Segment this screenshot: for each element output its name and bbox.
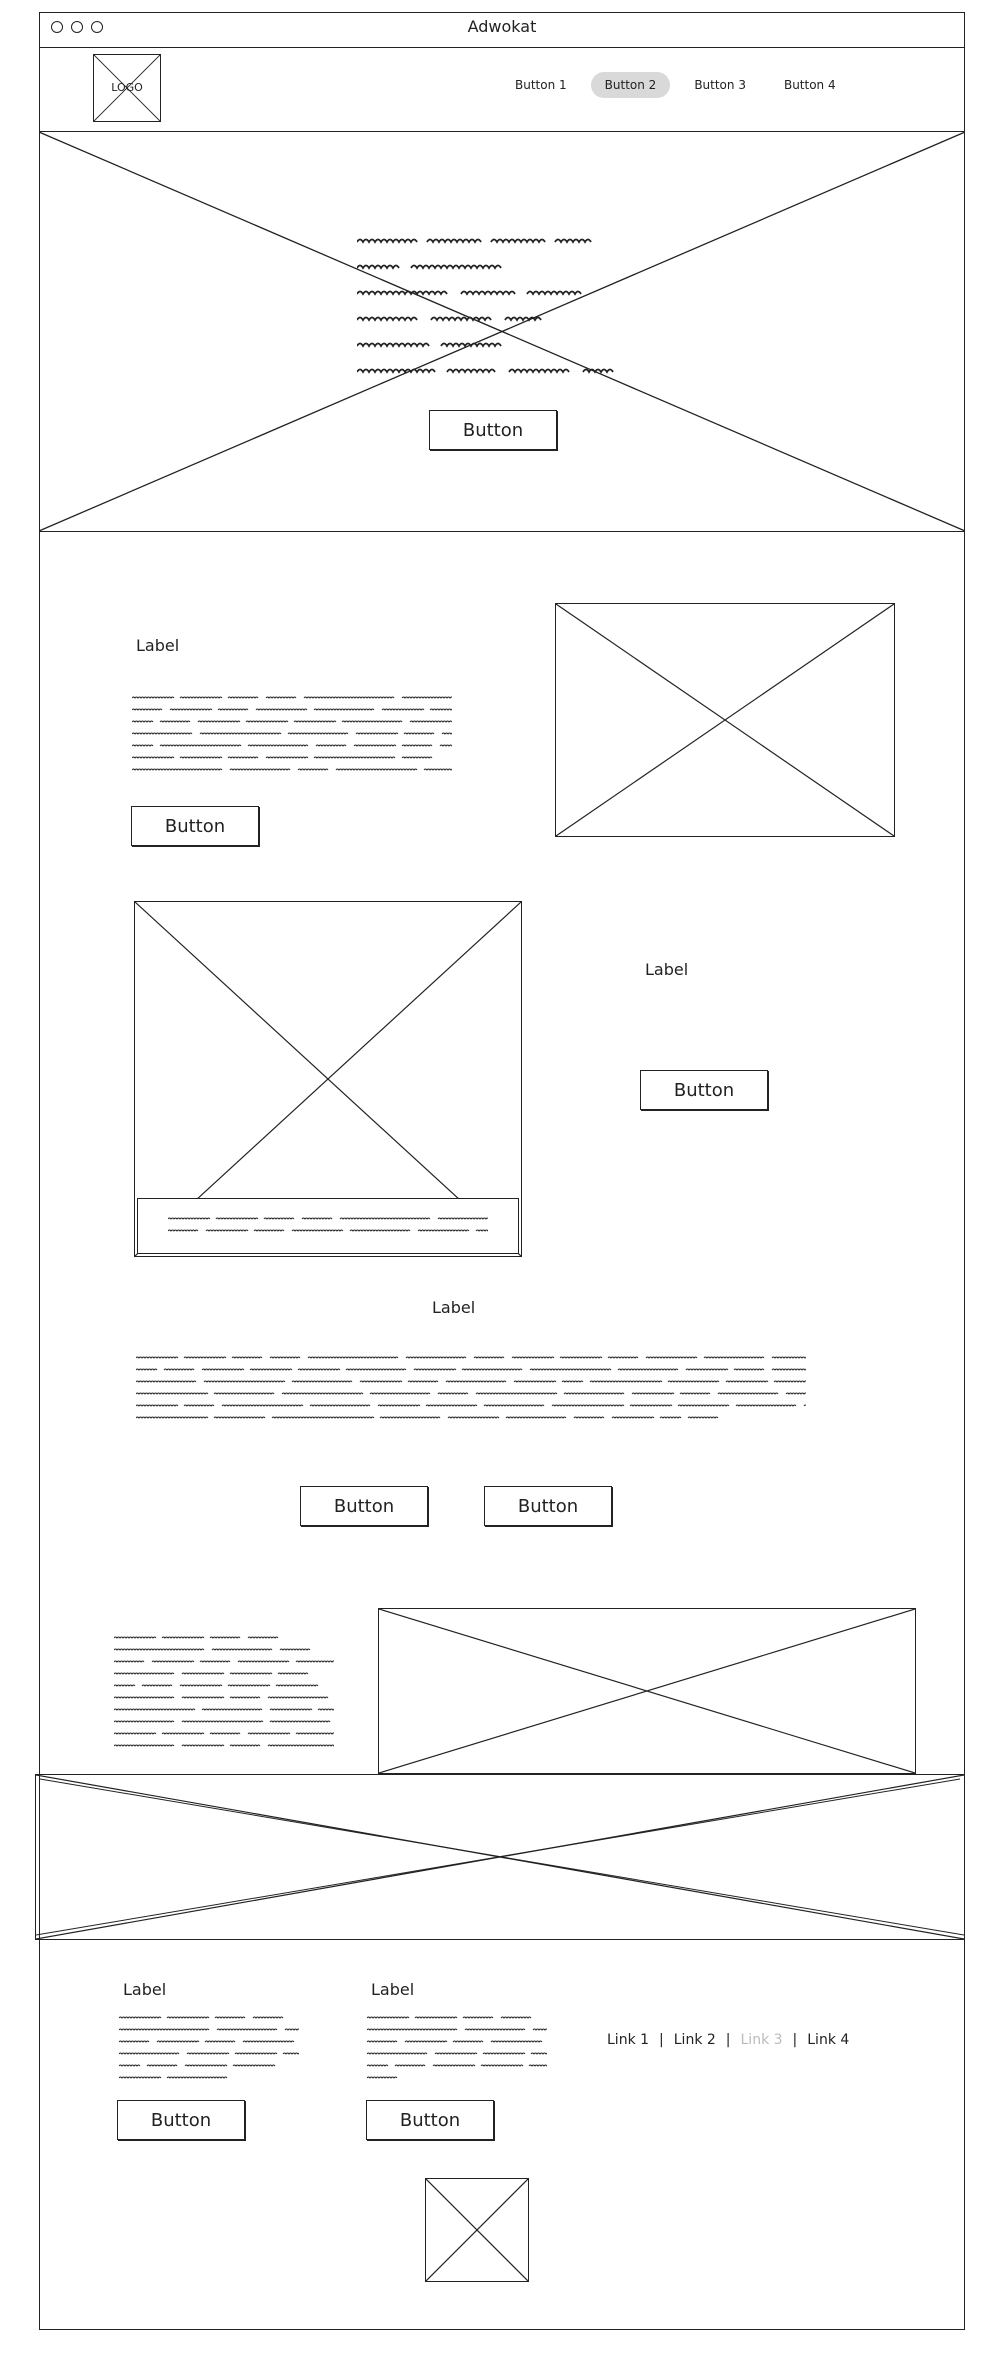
placeholder-text-squiggle — [292, 1381, 352, 1382]
placeholder-text-squiggle — [414, 1369, 456, 1370]
placeholder-text-squiggle — [184, 1357, 226, 1358]
placeholder-text-squiggle — [285, 2029, 299, 2030]
placeholder-text-squiggle — [356, 733, 398, 734]
placeholder-text-squiggle — [282, 1393, 363, 1394]
placeholder-text-squiggle — [491, 240, 545, 243]
placeholder-text-squiggle — [272, 1417, 374, 1418]
image-placeholder-icon — [556, 604, 894, 836]
placeholder-text-squiggle — [210, 1733, 240, 1734]
placeholder-text-squiggle — [280, 1649, 310, 1650]
placeholder-text-squiggle — [206, 1230, 248, 1231]
placeholder-text-squiggle — [230, 1673, 272, 1674]
placeholder-text-squiggle — [119, 2041, 149, 2042]
footer-link-1[interactable]: Link 1 — [607, 2032, 650, 2048]
placeholder-text-squiggle — [427, 240, 481, 243]
hero-section — [39, 132, 965, 532]
placeholder-text-squiggle — [465, 2029, 525, 2030]
placeholder-text-squiggle — [453, 2041, 483, 2042]
placeholder-text-squiggle — [438, 1218, 488, 1219]
placeholder-text-squiggle — [382, 709, 424, 710]
placeholder-text-squiggle — [668, 1381, 719, 1382]
placeholder-text-squiggle — [342, 721, 402, 722]
placeholder-text-squiggle — [476, 1393, 557, 1394]
placeholder-text-squiggle — [357, 292, 447, 295]
placeholder-text-squiggle — [410, 721, 452, 722]
banner-placeholder-icon — [36, 1775, 964, 1939]
placeholder-text-squiggle — [204, 1381, 285, 1382]
placeholder-text-squiggle — [680, 1393, 710, 1394]
placeholder-text-squiggle — [302, 1218, 332, 1219]
placeholder-text-squiggle — [336, 769, 417, 770]
site-footer — [39, 1940, 965, 2330]
placeholder-text-squiggle — [431, 318, 491, 321]
placeholder-text-squiggle — [170, 709, 212, 710]
placeholder-text-squiggle — [119, 2053, 179, 2054]
placeholder-text-squiggle — [136, 1369, 157, 1370]
placeholder-text-squiggle — [228, 1685, 270, 1686]
placeholder-text-squiggle — [527, 292, 581, 295]
placeholder-text-squiggle — [378, 1405, 420, 1406]
placeholder-text-squiggle — [736, 1405, 796, 1406]
placeholder-text-squiggle — [288, 733, 348, 734]
placeholder-text-squiggle — [298, 1369, 340, 1370]
placeholder-text-squiggle — [424, 769, 452, 770]
site-header — [39, 48, 965, 132]
placeholder-text-squiggle — [612, 1417, 654, 1418]
placeholder-text-squiggle — [233, 2065, 275, 2066]
placeholder-text-squiggle — [772, 1357, 806, 1358]
image-placeholder-icon — [379, 1609, 915, 1773]
placeholder-text-squiggle — [198, 721, 240, 722]
link-separator: | — [725, 2032, 731, 2048]
placeholder-text-squiggle — [560, 1357, 602, 1358]
section4-paragraph-scribble — [114, 1632, 334, 1758]
placeholder-text-squiggle — [266, 697, 296, 698]
footer-col2-scribble — [367, 2012, 547, 2092]
placeholder-text-squiggle — [583, 370, 613, 373]
placeholder-text-squiggle — [514, 1381, 556, 1382]
placeholder-text-squiggle — [402, 697, 452, 698]
placeholder-text-squiggle — [505, 318, 541, 321]
placeholder-text-squiggle — [314, 709, 374, 710]
placeholder-text-squiggle — [734, 1369, 764, 1370]
placeholder-text-squiggle — [268, 1745, 334, 1746]
placeholder-text-squiggle — [132, 721, 153, 722]
placeholder-text-squiggle — [270, 1721, 330, 1722]
placeholder-text-squiggle — [168, 1218, 210, 1219]
placeholder-text-squiggle — [230, 1745, 260, 1746]
placeholder-text-squiggle — [367, 2041, 397, 2042]
placeholder-text-squiggle — [232, 1357, 262, 1358]
placeholder-text-squiggle — [180, 697, 222, 698]
placeholder-text-squiggle — [314, 757, 395, 758]
placeholder-text-squiggle — [430, 709, 452, 710]
placeholder-text-squiggle — [235, 2053, 277, 2054]
placeholder-text-squiggle — [772, 1369, 806, 1370]
placeholder-text-squiggle — [354, 745, 396, 746]
placeholder-text-squiggle — [147, 2065, 177, 2066]
placeholder-text-squiggle — [114, 1649, 204, 1650]
placeholder-text-squiggle — [162, 1637, 204, 1638]
placeholder-text-squiggle — [246, 721, 288, 722]
placeholder-text-squiggle — [483, 2053, 525, 2054]
placeholder-text-squiggle — [370, 1393, 430, 1394]
placeholder-text-squiggle — [350, 1230, 410, 1231]
placeholder-text-squiggle — [318, 1709, 334, 1710]
placeholder-text-squiggle — [433, 2065, 475, 2066]
placeholder-text-squiggle — [164, 1369, 194, 1370]
section1-image-placeholder — [555, 603, 895, 837]
placeholder-text-squiggle — [114, 1661, 144, 1662]
placeholder-text-squiggle — [590, 1381, 662, 1382]
placeholder-text-squiggle — [238, 1661, 289, 1662]
placeholder-text-squiggle — [411, 266, 501, 269]
section3-button-2[interactable]: Button — [484, 1486, 612, 1526]
placeholder-text-squiggle — [440, 745, 452, 746]
placeholder-text-squiggle — [474, 1357, 504, 1358]
placeholder-text-squiggle — [512, 1357, 554, 1358]
placeholder-text-squiggle — [180, 1685, 222, 1686]
placeholder-text-squiggle — [142, 1685, 172, 1686]
link-separator: | — [792, 2032, 798, 2048]
placeholder-text-squiggle — [250, 1369, 292, 1370]
section3-button-1[interactable]: Button — [300, 1486, 428, 1526]
placeholder-text-squiggle — [357, 370, 435, 373]
placeholder-text-squiggle — [774, 1381, 806, 1382]
footer-col2-label: Label — [371, 1980, 415, 1999]
placeholder-text-squiggle — [253, 2017, 283, 2018]
placeholder-text-squiggle — [686, 1369, 728, 1370]
placeholder-text-squiggle — [136, 1417, 208, 1418]
section1-paragraph-scribble — [132, 692, 452, 782]
placeholder-text-squiggle — [230, 769, 290, 770]
placeholder-text-squiggle — [210, 1637, 240, 1638]
footer-col2-button[interactable]: Button — [366, 2100, 494, 2140]
section2-button[interactable]: Button — [640, 1070, 768, 1110]
placeholder-text-squiggle — [531, 2053, 547, 2054]
placeholder-text-squiggle — [114, 1685, 135, 1686]
placeholder-text-squiggle — [574, 1417, 604, 1418]
placeholder-text-squiggle — [266, 757, 308, 758]
placeholder-text-squiggle — [481, 2065, 523, 2066]
placeholder-text-squiggle — [357, 266, 399, 269]
placeholder-text-squiggle — [415, 2017, 457, 2018]
placeholder-text-squiggle — [248, 1733, 290, 1734]
placeholder-text-squiggle — [441, 344, 501, 347]
placeholder-text-squiggle — [491, 2041, 542, 2042]
placeholder-text-squiggle — [608, 1357, 638, 1358]
placeholder-text-squiggle — [114, 1697, 174, 1698]
placeholder-text-squiggle — [182, 1721, 263, 1722]
placeholder-text-squiggle — [182, 1697, 224, 1698]
placeholder-text-squiggle — [418, 1230, 469, 1231]
footer-col1-button[interactable]: Button — [117, 2100, 245, 2140]
placeholder-text-squiggle — [395, 2065, 425, 2066]
placeholder-text-squiggle — [718, 1393, 778, 1394]
placeholder-text-squiggle — [357, 344, 429, 347]
placeholder-text-squiggle — [304, 697, 394, 698]
footer-col1-scribble — [119, 2012, 299, 2092]
placeholder-text-squiggle — [283, 2053, 299, 2054]
placeholder-text-squiggle — [646, 1357, 697, 1358]
placeholder-text-squiggle — [630, 1405, 672, 1406]
placeholder-text-squiggle — [726, 1381, 768, 1382]
placeholder-text-squiggle — [184, 1405, 214, 1406]
placeholder-text-squiggle — [688, 1417, 718, 1418]
placeholder-text-squiggle — [228, 757, 258, 758]
placeholder-text-squiggle — [402, 745, 432, 746]
image-caption-box — [137, 1198, 519, 1254]
placeholder-text-squiggle — [132, 733, 192, 734]
footer-link-4[interactable]: Link 4 — [807, 2032, 850, 2048]
main-nav — [501, 68, 861, 102]
section2-label: Label — [645, 960, 689, 979]
section3-label: Label — [432, 1298, 476, 1317]
link-separator: | — [659, 2032, 664, 2048]
placeholder-text-squiggle — [248, 1637, 278, 1638]
caption-scribble — [168, 1213, 488, 1243]
logo-text: LOGO — [111, 81, 143, 94]
placeholder-text-squiggle — [132, 745, 153, 746]
placeholder-text-squiggle — [704, 1357, 764, 1358]
placeholder-text-squiggle — [310, 1405, 370, 1406]
placeholder-text-squiggle — [316, 745, 346, 746]
placeholder-text-squiggle — [270, 1709, 312, 1710]
placeholder-text-squiggle — [228, 697, 258, 698]
placeholder-text-squiggle — [114, 1637, 156, 1638]
hero-button[interactable]: Button — [429, 410, 557, 450]
placeholder-text-squiggle — [360, 1381, 402, 1382]
window-title: Adwokat — [467, 17, 537, 36]
section4-image-placeholder — [378, 1608, 916, 1774]
placeholder-text-squiggle — [114, 1745, 174, 1746]
placeholder-text-squiggle — [380, 1417, 440, 1418]
placeholder-text-squiggle — [462, 1369, 522, 1370]
placeholder-text-squiggle — [132, 697, 174, 698]
placeholder-text-squiggle — [404, 733, 434, 734]
placeholder-text-squiggle — [114, 1673, 174, 1674]
placeholder-text-squiggle — [167, 2077, 227, 2078]
hero-text-scribble — [357, 228, 621, 378]
section1-button[interactable]: Button — [131, 806, 259, 846]
placeholder-text-squiggle — [367, 2029, 457, 2030]
placeholder-text-squiggle — [157, 2041, 199, 2042]
placeholder-text-squiggle — [564, 1393, 624, 1394]
placeholder-text-squiggle — [501, 2017, 531, 2018]
section1-label: Label — [136, 636, 180, 655]
placeholder-text-squiggle — [552, 1405, 624, 1406]
placeholder-text-squiggle — [367, 2077, 397, 2078]
placeholder-text-squiggle — [632, 1393, 674, 1394]
placeholder-text-squiggle — [435, 2053, 477, 2054]
placeholder-text-squiggle — [182, 1745, 224, 1746]
placeholder-text-squiggle — [294, 721, 336, 722]
placeholder-text-squiggle — [248, 745, 308, 746]
placeholder-text-squiggle — [167, 2017, 209, 2018]
placeholder-text-squiggle — [214, 1393, 274, 1394]
placeholder-text-squiggle — [530, 1369, 611, 1370]
placeholder-text-squiggle — [136, 1405, 178, 1406]
placeholder-text-squiggle — [678, 1405, 729, 1406]
placeholder-text-squiggle — [216, 1218, 258, 1219]
placeholder-text-squiggle — [346, 1369, 406, 1370]
placeholder-text-squiggle — [222, 1405, 303, 1406]
placeholder-text-squiggle — [132, 769, 222, 770]
placeholder-text-squiggle — [215, 2017, 245, 2018]
placeholder-text-squiggle — [426, 1405, 477, 1406]
placeholder-text-squiggle — [555, 240, 591, 243]
placeholder-text-squiggle — [152, 1661, 194, 1662]
logo[interactable] — [93, 54, 161, 122]
placeholder-text-squiggle — [114, 1709, 195, 1710]
placeholder-text-squiggle — [162, 1733, 204, 1734]
placeholder-text-squiggle — [438, 1393, 468, 1394]
placeholder-text-squiggle — [205, 2041, 235, 2042]
placeholder-text-squiggle — [200, 1661, 230, 1662]
placeholder-text-squiggle — [276, 1685, 318, 1686]
placeholder-text-squiggle — [408, 1381, 438, 1382]
placeholder-text-squiggle — [298, 769, 328, 770]
placeholder-text-squiggle — [132, 757, 174, 758]
placeholder-text-squiggle — [476, 1230, 488, 1231]
placeholder-text-squiggle — [447, 370, 495, 373]
placeholder-text-squiggle — [292, 1230, 343, 1231]
placeholder-text-squiggle — [406, 1357, 466, 1358]
placeholder-text-squiggle — [254, 1230, 284, 1231]
placeholder-text-squiggle — [230, 1697, 260, 1698]
placeholder-text-squiggle — [119, 2077, 161, 2078]
placeholder-text-squiggle — [446, 1381, 506, 1382]
placeholder-text-squiggle — [218, 709, 248, 710]
footer-links — [607, 2032, 849, 2048]
placeholder-text-squiggle — [187, 2053, 229, 2054]
footer-col1-label: Label — [123, 1980, 167, 1999]
placeholder-text-squiggle — [484, 1405, 544, 1406]
placeholder-text-squiggle — [367, 2053, 427, 2054]
placeholder-text-squiggle — [804, 1405, 806, 1406]
placeholder-text-squiggle — [132, 709, 162, 710]
placeholder-text-squiggle — [182, 1673, 224, 1674]
placeholder-text-squiggle — [405, 2041, 447, 2042]
image-placeholder-icon — [426, 2179, 528, 2281]
placeholder-text-squiggle — [786, 1393, 806, 1394]
placeholder-text-squiggle — [114, 1721, 174, 1722]
placeholder-text-squiggle — [660, 1417, 681, 1418]
placeholder-text-squiggle — [268, 1697, 328, 1698]
placeholder-text-squiggle — [367, 2065, 388, 2066]
placeholder-text-squiggle — [136, 1381, 196, 1382]
placeholder-text-squiggle — [533, 2029, 547, 2030]
placeholder-text-squiggle — [448, 1417, 499, 1418]
footer-logo-placeholder — [425, 2178, 529, 2282]
placeholder-text-squiggle — [243, 2041, 294, 2042]
placeholder-text-squiggle — [168, 1230, 198, 1231]
section2-image-placeholder — [134, 901, 522, 1257]
placeholder-text-squiggle — [562, 1381, 583, 1382]
placeholder-text-squiggle — [202, 1709, 262, 1710]
placeholder-text-squiggle — [200, 733, 281, 734]
placeholder-text-squiggle — [212, 1649, 272, 1650]
nav-button-1[interactable]: Button 1 — [515, 78, 567, 92]
placeholder-text-squiggle — [402, 757, 432, 758]
placeholder-text-squiggle — [529, 2065, 547, 2066]
placeholder-text-squiggle — [463, 2017, 493, 2018]
placeholder-text-squiggle — [442, 733, 452, 734]
window-titlebar — [39, 12, 965, 48]
placeholder-text-squiggle — [185, 2065, 227, 2066]
placeholder-text-squiggle — [357, 240, 417, 243]
placeholder-text-squiggle — [136, 1393, 208, 1394]
placeholder-text-squiggle — [296, 1661, 334, 1662]
footer-link-3: Link 3 — [740, 2032, 783, 2048]
footer-link-2[interactable]: Link 2 — [673, 2032, 716, 2048]
placeholder-text-squiggle — [214, 1417, 265, 1418]
placeholder-text-squiggle — [308, 1357, 398, 1358]
placeholder-text-squiggle — [180, 757, 222, 758]
placeholder-text-squiggle — [217, 2029, 277, 2030]
placeholder-text-squiggle — [506, 1417, 566, 1418]
nav-button-3[interactable]: Button 3 — [694, 78, 746, 92]
placeholder-text-squiggle — [296, 1733, 334, 1734]
placeholder-text-squiggle — [160, 721, 190, 722]
placeholder-text-squiggle — [509, 370, 569, 373]
placeholder-text-squiggle — [202, 1369, 244, 1370]
placeholder-text-squiggle — [270, 1357, 300, 1358]
placeholder-text-squiggle — [160, 745, 241, 746]
placeholder-text-squiggle — [357, 318, 417, 321]
placeholder-text-squiggle — [618, 1369, 678, 1370]
section3-paragraph-scribble — [136, 1352, 806, 1442]
placeholder-text-squiggle — [340, 1218, 430, 1219]
placeholder-text-squiggle — [136, 1357, 178, 1358]
placeholder-text-squiggle — [278, 1673, 308, 1674]
placeholder-text-squiggle — [114, 1733, 156, 1734]
placeholder-text-squiggle — [119, 2017, 161, 2018]
placeholder-text-squiggle — [119, 2065, 140, 2066]
nav-button-4[interactable]: Button 4 — [783, 78, 836, 92]
nav-button-2[interactable]: Button 2 — [591, 72, 671, 98]
placeholder-text-squiggle — [264, 1218, 294, 1219]
banner-image-placeholder — [35, 1774, 965, 1940]
placeholder-text-squiggle — [119, 2029, 209, 2030]
placeholder-text-squiggle — [367, 2017, 409, 2018]
placeholder-text-squiggle — [256, 709, 307, 710]
placeholder-text-squiggle — [461, 292, 515, 295]
